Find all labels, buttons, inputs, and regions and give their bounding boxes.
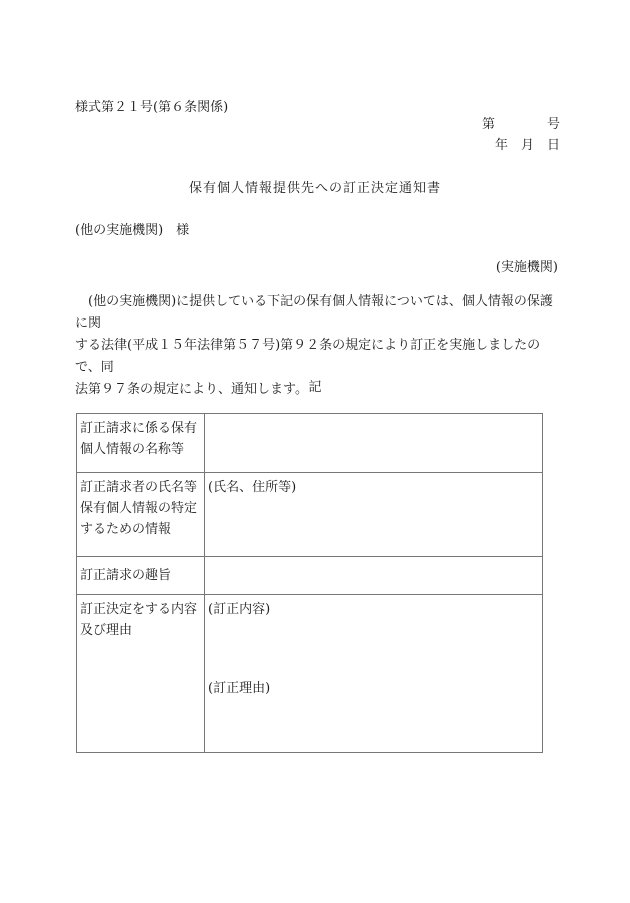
table-row	[77, 414, 543, 473]
row-label-line: 個人情報の名称等	[80, 442, 185, 457]
row-label-line: するための情報	[80, 522, 172, 537]
page-title: 保有個人情報提供先への訂正決定通知書	[188, 181, 441, 196]
table-row	[77, 557, 543, 595]
issuer: (実施機関)	[495, 260, 558, 275]
doc-number-line: 第 号	[481, 117, 560, 132]
body-line: する法律(平成１５年法律第５７号)第９２条の規定により訂正を実施しましたので、同	[75, 338, 541, 375]
content-hint: (氏名、住所等)	[208, 480, 297, 495]
row-label-line: 保有個人情報の特定	[80, 501, 198, 516]
content-hint: (訂正理由)	[208, 681, 271, 696]
notification-table	[76, 413, 543, 753]
row-content-cell	[205, 557, 543, 595]
doc-date-line: 年 月 日	[494, 138, 560, 153]
addressee: (他の実施機関) 様	[75, 223, 190, 238]
body-line: (他の実施機関)に提供している下記の保有個人情報については、個人情報の保護に関	[75, 294, 553, 331]
row-content-cell	[205, 473, 543, 557]
body-line: 法第９７条の規定により、通知します。	[75, 382, 308, 397]
row-content-cell	[205, 414, 543, 473]
form-number: 様式第２１号(第６条関係)	[75, 100, 229, 115]
row-label-cell	[77, 473, 205, 557]
row-label-line: 訂正請求者の氏名等	[80, 480, 198, 495]
row-label-cell	[77, 595, 205, 753]
doc-number-block	[482, 114, 560, 156]
row-label-cell	[77, 414, 205, 473]
content-hint: (訂正内容)	[208, 602, 271, 617]
row-label-cell	[77, 557, 205, 595]
ki-marker: 記	[308, 380, 322, 395]
row-label-line: 訂正請求の趣旨	[80, 568, 172, 583]
row-label-line: 訂正請求に係る保有	[80, 421, 198, 436]
row-label-line: 及び理由	[80, 623, 133, 638]
row-content-cell	[205, 595, 543, 753]
table-row	[77, 473, 543, 557]
table-row	[77, 595, 543, 753]
row-label-line: 訂正決定をする内容	[80, 602, 198, 617]
